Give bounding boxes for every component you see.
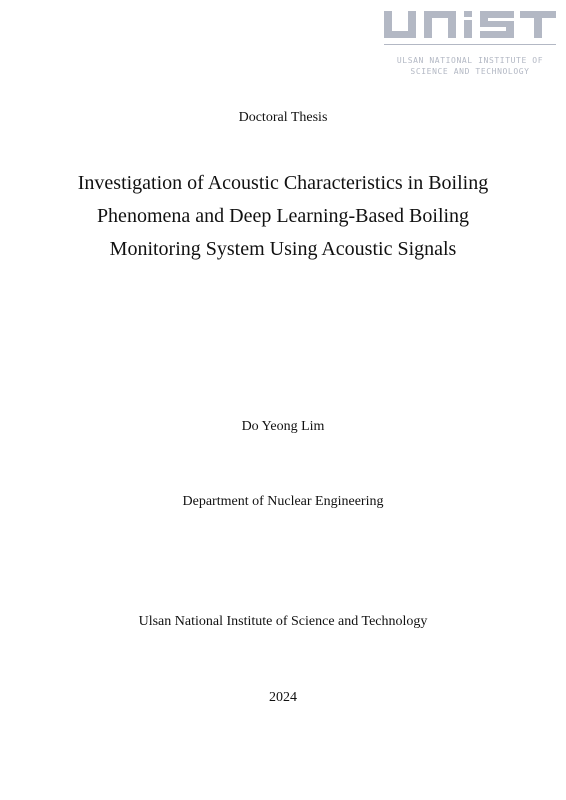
logo-subtitle-line1: ULSAN NATIONAL INSTITUTE OF <box>396 56 544 65</box>
logo-subtitle-line2: SCIENCE AND TECHNOLOGY <box>410 67 530 76</box>
thesis-title-line: Phenomena and Deep Learning-Based Boiling <box>96 205 470 227</box>
thesis-title-line: Investigation of Acoustic Characteristics in Boiling <box>77 172 489 194</box>
year: 2024 <box>269 690 297 705</box>
unist-wordmark-graphic <box>382 8 558 54</box>
thesis-title-line: Monitoring System Using Acoustic Signals <box>109 238 457 260</box>
unist-logo <box>382 8 558 80</box>
department: Department of Nuclear Engineering <box>182 494 384 509</box>
author-name: Do Yeong Lim <box>241 419 325 434</box>
thesis-title <box>0 167 566 266</box>
institution: Ulsan National Institute of Science and Technology <box>138 614 428 629</box>
document-type: Doctoral Thesis <box>238 110 328 125</box>
